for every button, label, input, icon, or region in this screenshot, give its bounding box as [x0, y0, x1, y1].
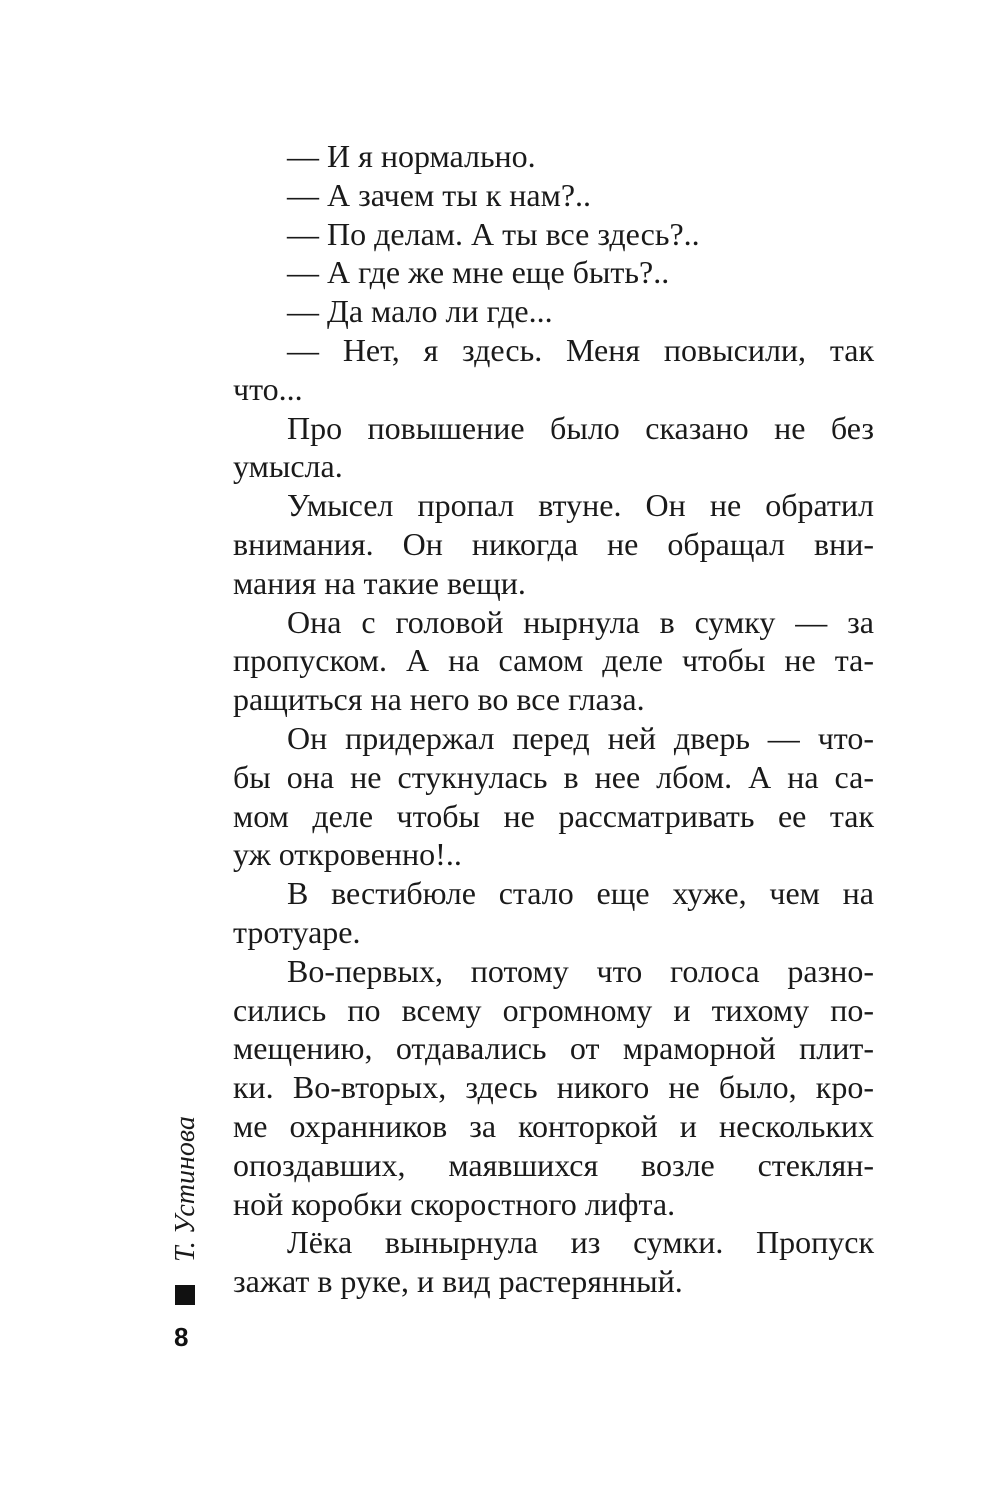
text-line: В вестибюле стало еще хуже, чем на [287, 875, 874, 912]
text-line: пропуском. А на самом деле чтобы не та- [233, 642, 874, 679]
text-line: внимания. Он никогда не обращал вни- [233, 525, 874, 562]
text-line: зажат в руке, и вид растерянный. [233, 1263, 683, 1300]
text-line: ме охранников за конторкой и нескольких [233, 1107, 874, 1144]
text-line: — А зачем ты к нам?.. [287, 176, 592, 213]
text-line: мом деле чтобы не рассматривать ее так [233, 797, 874, 834]
page-number: 8 [174, 1322, 189, 1352]
text-line: мания на такие вещи. [233, 564, 526, 601]
text-line: ращиться на него во все глаза. [233, 681, 645, 718]
text-line: — И я нормально. [287, 138, 536, 174]
text-line: мещению, отдавались от мраморной плит- [233, 1030, 874, 1067]
text-line: Он придержал перед ней дверь — что- [287, 719, 874, 756]
text-line: Лёка вынырнула из сумки. Пропуск [287, 1224, 874, 1261]
text-line: сились по всему огромному и тихому по- [233, 991, 874, 1028]
text-line: — Нет, я здесь. Меня повысили, так [287, 331, 874, 368]
text-line: Она с головой нырнула в сумку — за [287, 603, 874, 640]
running-head-author: Т. Устинова [170, 1116, 201, 1262]
text-line: что... [233, 370, 303, 407]
text-line: ки. Во-вторых, здесь никого не было, кро- [233, 1069, 874, 1106]
text-line: Про повышение было сказано не без [287, 409, 874, 446]
text-line: Во-первых, потому что голоса разно- [287, 952, 874, 989]
text-line: умысла. [233, 448, 343, 485]
text-line: опоздавших, маявшихся возле стеклян- [233, 1146, 874, 1183]
text-line: Умысел пропал втуне. Он не обратил [287, 487, 874, 524]
text-line: — По делам. А ты все здесь?.. [287, 215, 700, 252]
page-marker-square [175, 1285, 195, 1305]
text-line: — А где же мне еще быть?.. [287, 254, 670, 291]
text-line: — Да мало ли где... [287, 293, 553, 330]
text-line: тротуаре. [233, 913, 361, 950]
text-line: ной коробки скоростного лифта. [233, 1185, 676, 1222]
text-line: уж откровенно!.. [233, 836, 462, 873]
body-text [233, 137, 874, 1301]
text-line: бы она не стукнулась в нее лбом. А на са- [233, 758, 874, 795]
